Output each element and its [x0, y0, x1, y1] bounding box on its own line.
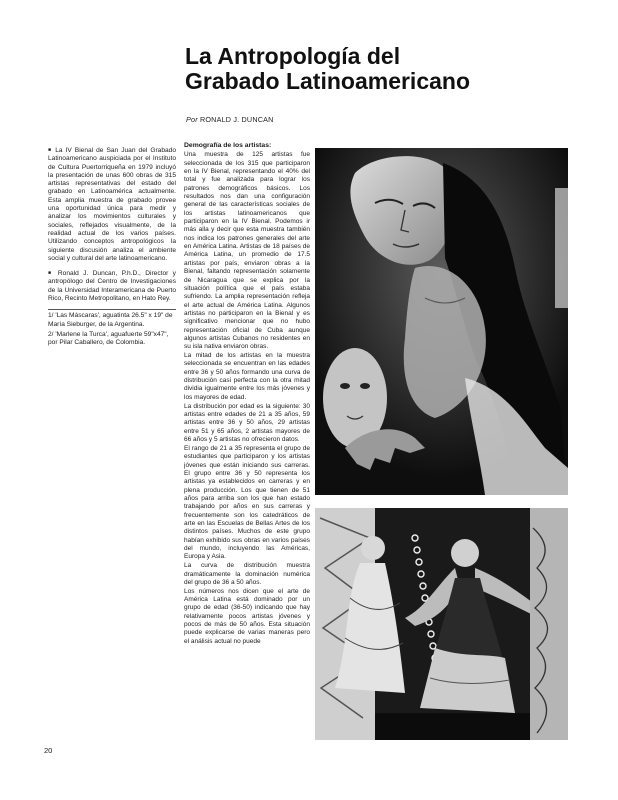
artwork-marlene-la-turca — [315, 508, 568, 740]
sidebar-column — [48, 146, 176, 350]
bullet-icon: ■ — [48, 147, 53, 153]
article-title — [185, 44, 585, 94]
author-bio — [48, 269, 176, 303]
title-line-1: La Antropología del — [185, 43, 401, 69]
body-paragraph: Una muestra de 125 artistas fue seleccionada de los 315 que participaron en la IV Bienal, representando el 40% del total y fue analizada para lograr los patrones demográficos básicos. Los resultados nos dan una configuración general de las características sociales de los artistas latinoamericanos que participaron en la IV Bienal. Podemos ir más alla y decir que esta muestra también nos indica los patrones generales del arte en América Latina. Artistas de 18 países de América Latina, un promedio de 17.5 artistas por país, enviaron obras a la Bienal, faltando representación solamente de Nicaragua que se explica por la situación política que el país estaba sufriendo. La amplia representación refleja el arte actual de América Latina. Algunos artistas no participaron en la Bienal y es significativo mencionar que no hubo representación oficial de Cuba aunque algunos artistas Cubanos no residentes en su isla nativa enviaron obras. — [184, 151, 310, 351]
byline-prefix: Por — [186, 115, 198, 124]
body-paragraph: La mitad de los artistas en la muestra seleccionada se encuentran en las edades entre 36 y 50 años formando una curva de distribución casi perfecta con la otra mitad dividia igualmente entre los más jóvenes y los mayores de edad. — [184, 352, 310, 401]
intro-paragraph — [48, 146, 176, 263]
main-text-column — [184, 142, 310, 742]
dancer-figures-image — [315, 508, 568, 740]
body-paragraph: El rango de 21 a 35 representa el grupo de estudiantes que participaron y los artistas jóvenes que están iniciando sus carreras. El grupo entre 36 y 50 representa los artistas ya establecidos en carreras y en plena producción. Los que tienen de 51 años para arriba son los que han estado trabajando por años en sus carreras y frecuentemente son los catedráticos de arte en las Escuelas de Bellas Artes de los distintos países. Muchos de este grupo habían exhibido sus obras en varios países del mundo, incluyendo las Américas, Europa y Asia. — [184, 444, 310, 561]
figure-captions — [48, 309, 176, 347]
body-paragraph: Los números nos dicen que el arte de América Latina está dominado por un grupo de edad (36-50) indicando que hay relativamente pocos artistas jóvenes y pocos de más de 50 años. Esta situación puede explicarse de varias maneras pero el análisis actual no puede — [184, 587, 310, 645]
section-heading: Demografía de los artistas: — [184, 142, 272, 149]
artwork-las-mascaras — [315, 148, 568, 495]
byline — [186, 115, 274, 124]
author-bio-text: Ronald J. Duncan, P.h.D., Director y antropólogo del Centro de Investigaciones de la Universidad Interamericana de Puerto Rico, Recinto Metropolitano, en Hato Rey. — [48, 270, 176, 303]
title-line-2: Grabado Latinoamericano — [185, 68, 471, 94]
body-paragraph: La curva de distribución muestra dramáticamente la dominación numérica del grupo de 36 a 50 años. — [184, 562, 310, 586]
page-number: 20 — [44, 746, 53, 755]
intro-text: La IV Bienal de San Juan del Grabado Latinoamericano auspiciada por el Instituto de Cultura Puertorriqueña en 1979 incluyó la presentación de unas 600 obras de 315 artistas representativas del estado del grabado en Latinoamérica actualmente. Esta amplia muestra de grabado provee una oportunidad única para medir y analizar los movimientos culturales y sociales, reflejados visualmente, de la realidad actual de los varios países. Utilizando conceptos antropológicos la siguiente discusión analiza el ambiente social y cultural del arte latinoamericano. — [48, 147, 176, 262]
mask-figure-image — [315, 148, 568, 495]
body-paragraph: La distribución por edad es la siguiente: 30 artistas entre edades de 21 a 35 años, 59 artistas entre 36 y 50 años, 29 artistas entre 51 y 65 años, 2 artistas mayores de 66 años y 5 artistas no ofrecieron datos. — [184, 402, 310, 444]
byline-author: RONALD J. DUNCAN — [200, 115, 274, 124]
bullet-icon: ■ — [48, 270, 54, 277]
caption-2: 2/ 'Marlene la Turca', aguafuerte 59"x47", por Pilar Caballero, de Colombia. — [48, 330, 169, 347]
caption-1: 1/ 'Las Máscaras', aguatinta 26.5" x 19" de María Sieburger, de la Argentina. — [48, 312, 173, 328]
